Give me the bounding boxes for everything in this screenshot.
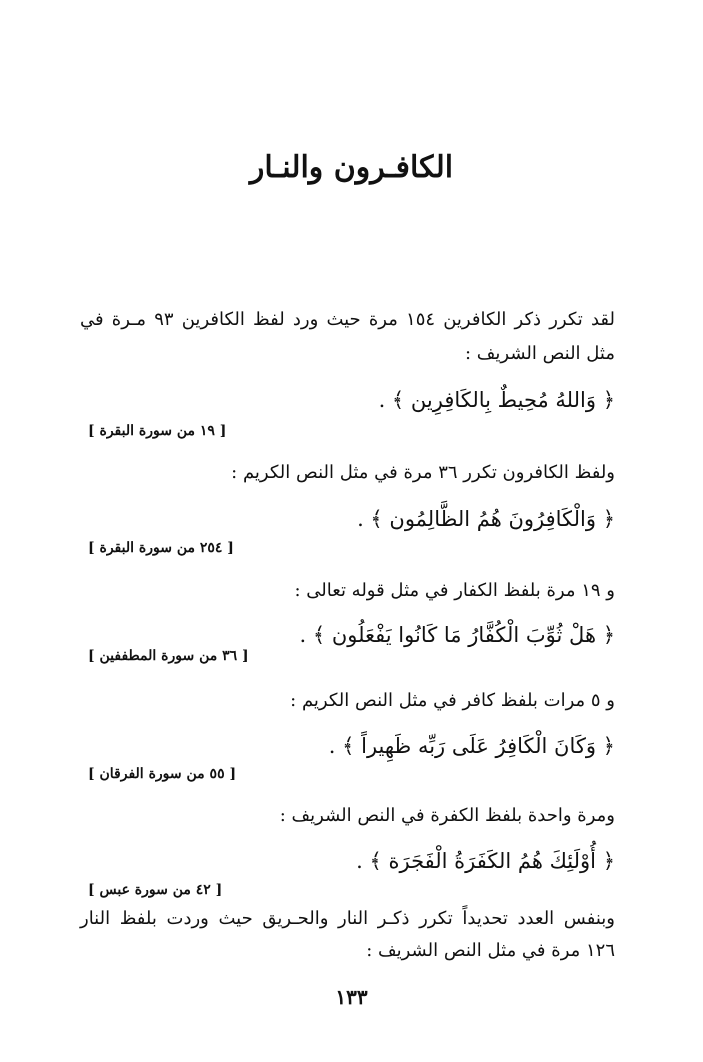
verse-reference-4: [ ٥٥ من سورة الفرقان ] — [88, 766, 237, 782]
quran-verse-2: ﴿ وَالْكَافِرُونَ هُمُ الظَّالِمُون ﴾ . — [357, 507, 615, 531]
quran-verse-4: ﴿ وَكَانَ الْكَافِرُ عَلَى رَبِّه ظَهِيراً ﴾ . — [328, 734, 615, 758]
verse-reference-3: [ ٣٦ من سورة المطففين ] — [88, 648, 249, 664]
text-line-2: ولفظ الكافرون تكرر ٣٦ مرة في مثل النص الكريم : — [231, 462, 615, 483]
intro-line-1: لقد تكرر ذكر الكافرين ١٥٤ مرة حيث ورد لفظ الكافرين ٩٣ مـرة في — [80, 309, 615, 330]
page-title: الكافـرون والنـار — [249, 150, 454, 185]
text-line-3: و ١٩ مرة بلفظ الكفار في مثل قوله تعالى : — [294, 580, 615, 601]
closing-line-1: وبنفس العدد تحديداً تكرر ذكـر النار والحـريق حيث وردت بلفظ النار — [80, 908, 615, 929]
intro-line-2: مثل النص الشريف : — [464, 343, 615, 364]
verse-reference-5: [ ٤٢ من سورة عبس ] — [88, 882, 223, 898]
text-line-4: و ٥ مرات بلفظ كافر في مثل النص الكريم : — [290, 690, 615, 711]
verse-reference-2: [ ٢٥٤ من سورة البقرة ] — [88, 540, 234, 556]
text-line-5: ومرة واحدة بلفظ الكفرة في النص الشريف : — [279, 805, 615, 826]
closing-line-2: ١٢٦ مرة في مثل النص الشريف : — [366, 940, 615, 961]
quran-verse-3: ﴿ هَلْ ثُوِّبَ الْكُفَّارُ مَا كَانُوا يَفْعَلُون ﴾ . — [299, 623, 615, 647]
quran-verse-1: ﴿ وَاللهُ مُحِيطٌ بِالكَافِرِين ﴾ . — [378, 388, 615, 412]
verse-reference-1: [ ١٩ من سورة البقرة ] — [88, 423, 227, 439]
quran-verse-5: ﴿ أُوْلَئِكَ هُمُ الكَفَرَةُ الْفَجَرَة ﴾ . — [356, 849, 615, 873]
page-number: ١٣٣ — [335, 985, 368, 1009]
